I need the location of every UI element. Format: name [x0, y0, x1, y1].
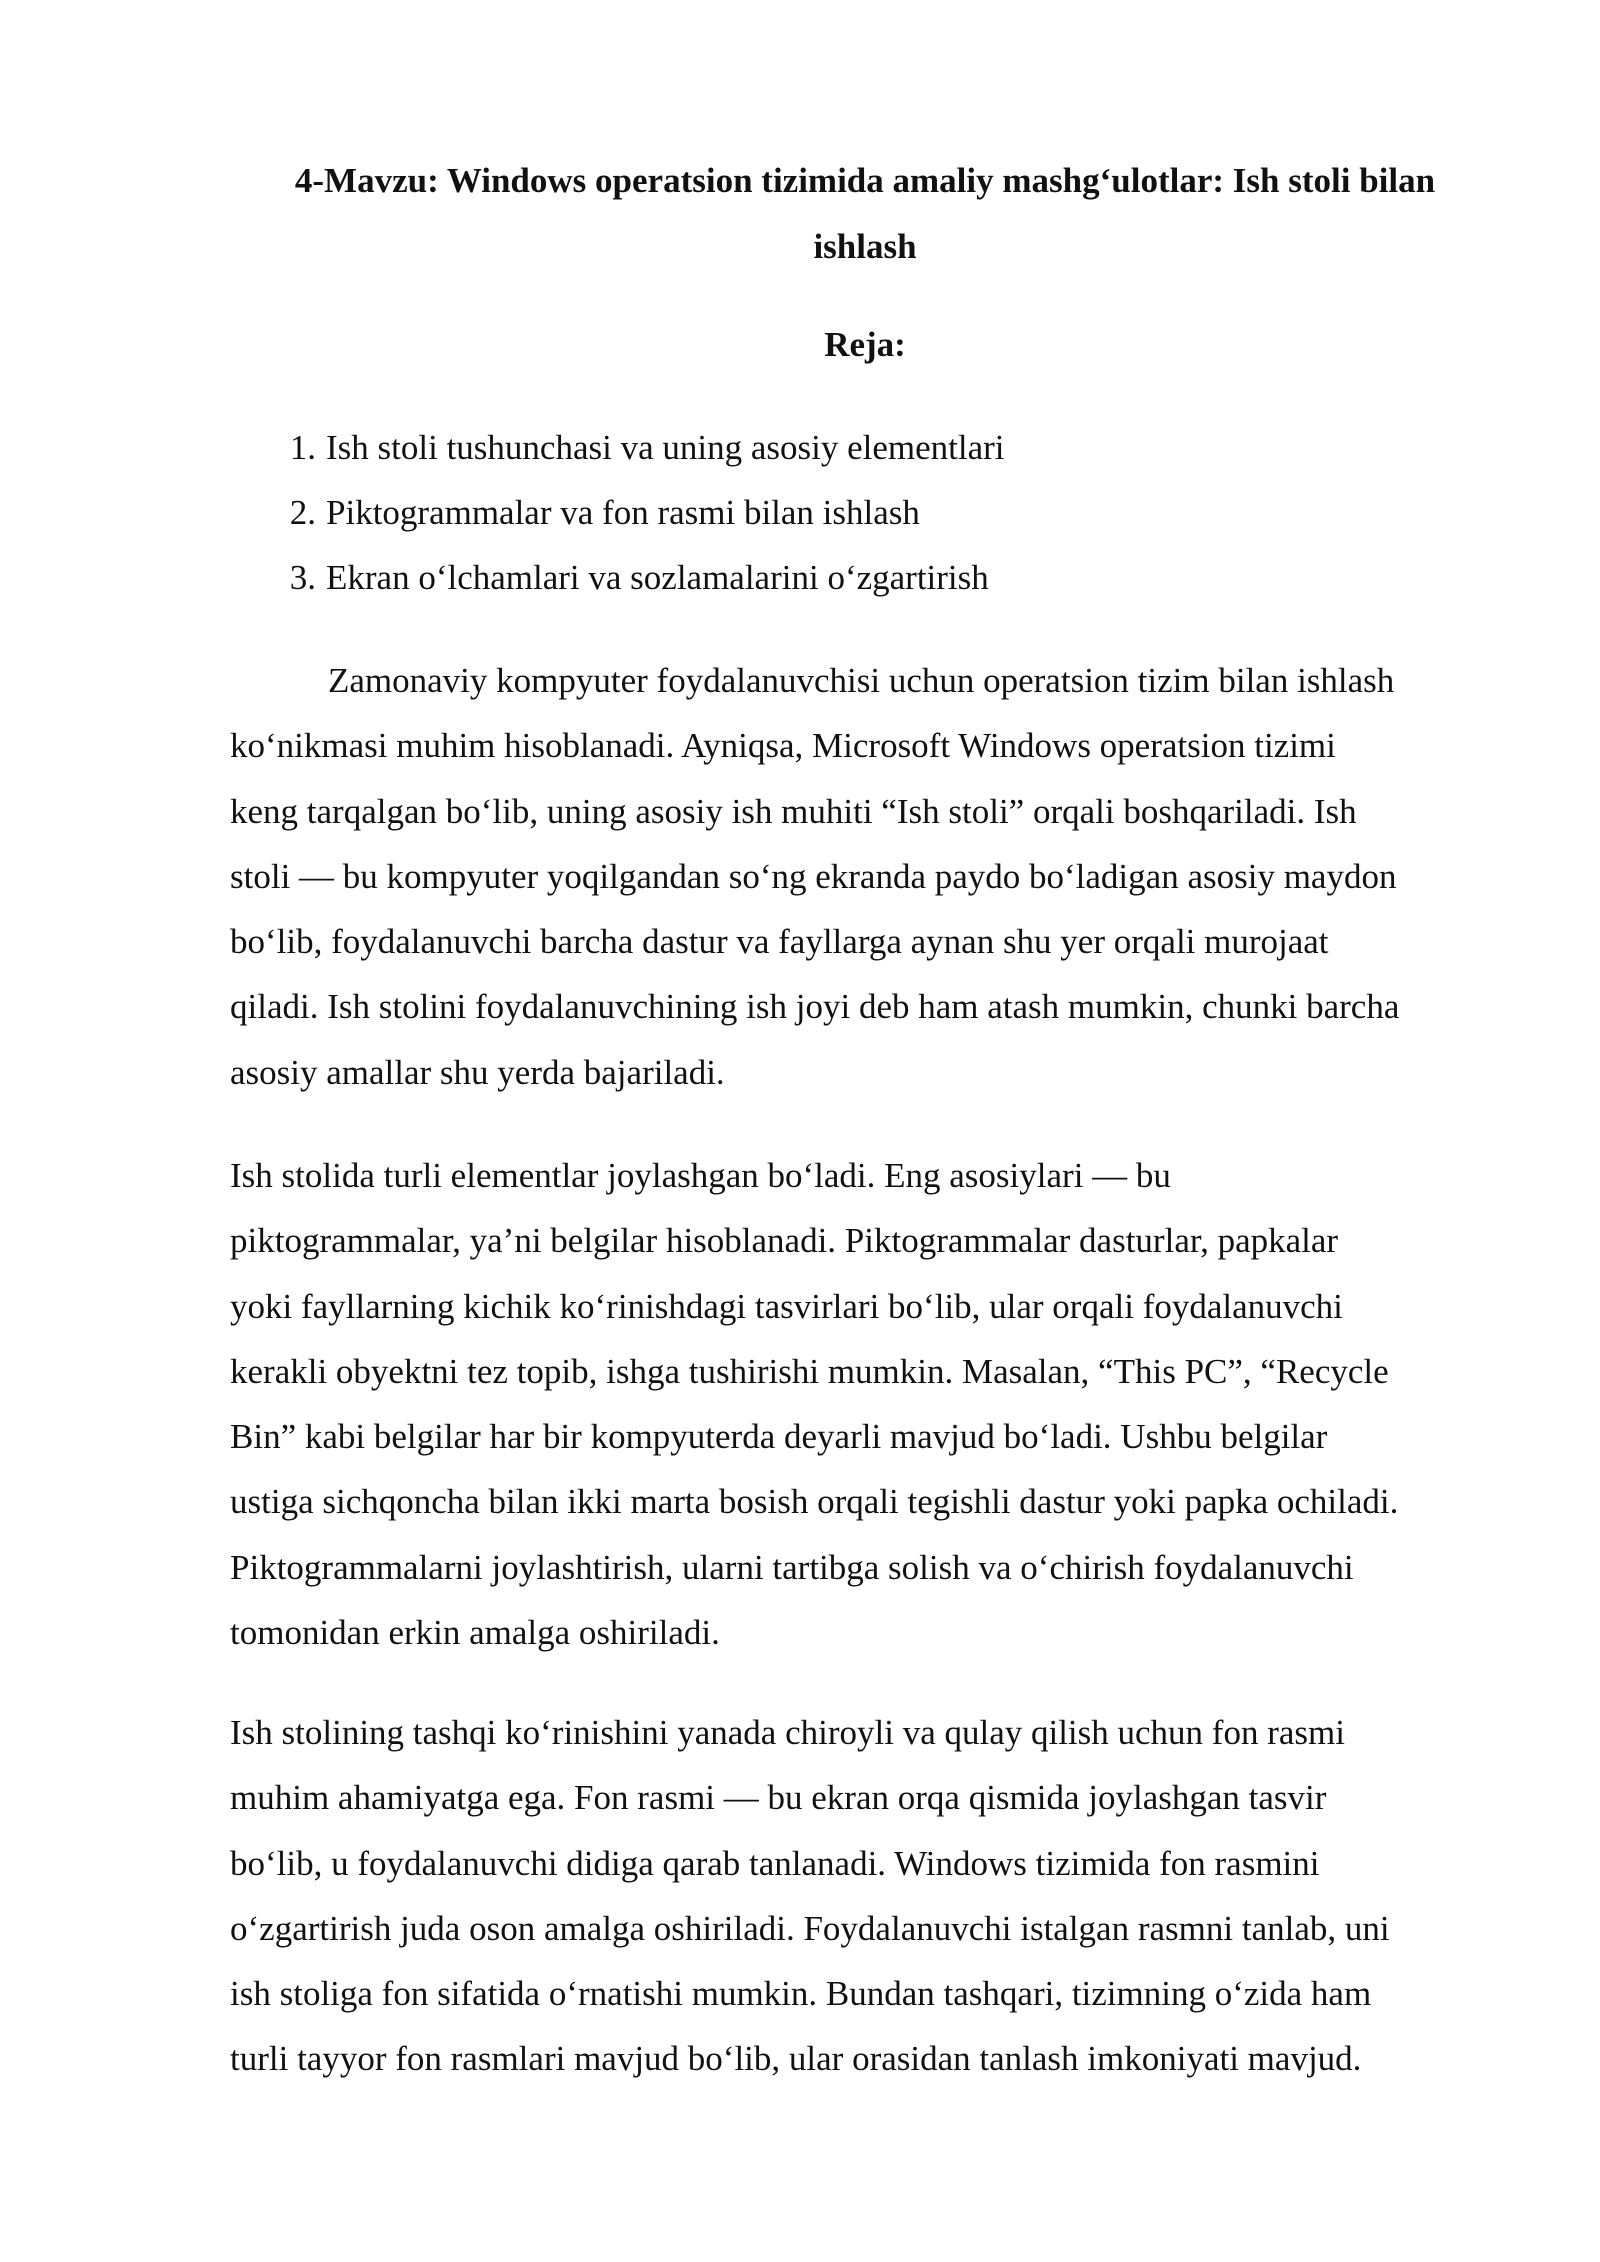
paragraph-line: Ish stolida turli elementlar joylashgan bo‘ladi. Eng asosiylari — bu — [230, 1156, 1171, 1195]
paragraph-2 — [230, 1143, 1500, 1665]
paragraph-line: qiladi. Ish stolini foydalanuvchining ish joyi deb ham atash mumkin, chunki barcha — [230, 987, 1400, 1027]
plan-item-number: 3. — [289, 558, 316, 597]
paragraph-line: bo‘lib, u foydalanuvchi didiga qarab tanlanadi. Windows tizimida fon rasmini — [230, 1843, 1320, 1883]
paragraph-line: bo‘lib, foydalanuvchi barcha dastur va fayllarga aynan shu yer orqali murojaat — [230, 922, 1329, 962]
plan-list — [230, 415, 1500, 610]
paragraph-line: muhim ahamiyatga ega. Fon rasmi — bu ekran orqa qismida joylashgan tasvir — [230, 1778, 1327, 1818]
paragraph-line: stoli — bu kompyuter yoqilgandan so‘ng ekranda paydo bo‘ladigan asosiy maydon — [230, 856, 1397, 896]
paragraph-line: Zamonaviy kompyuter foydalanuvchisi uchun operatsion tizim bilan ishlash — [328, 661, 1395, 700]
paragraph-line: o‘zgartirish juda oson amalga oshiriladi. Foydalanuvchi istalgan rasmni tanlab, uni — [230, 1908, 1390, 1948]
paragraph-line: ish stoliga fon sifatida o‘rnatishi mumkin. Bundan tashqari, tizimning o‘zida ham — [230, 1974, 1372, 2014]
paragraph-1 — [230, 648, 1500, 1105]
title-line-1: 4-Mavzu: Windows operatsion tizimida amaliy mashg‘ulotlar: Ish stoli bilan — [294, 161, 1436, 200]
paragraph-line: asosiy amallar shu yerda bajariladi. — [230, 1052, 725, 1092]
paragraph-line: ustiga sichqoncha bilan ikki marta bosish orqali tegishli dastur yoki papka ochiladi. — [230, 1482, 1399, 1522]
plan-item — [230, 415, 1500, 480]
title-line-2: ishlash — [813, 227, 917, 266]
plan-item — [230, 545, 1500, 610]
plan-item-number: 1. — [289, 428, 316, 467]
paragraph-line: Piktogrammalarni joylashtirish, ularni tartibga solish va o‘chirish foydalanuvchi — [230, 1547, 1354, 1587]
document-title — [230, 148, 1500, 280]
paragraph-3 — [230, 1700, 1500, 2092]
plan-heading: Reja: — [824, 325, 906, 364]
plan-item-text: Piktogrammalar va fon rasmi bilan ishlash — [326, 493, 920, 532]
plan-item-text: Ish stoli tushunchasi va uning asosiy elementlari — [326, 428, 1005, 467]
paragraph-line: keng tarqalgan bo‘lib, uning asosiy ish muhiti “Ish stoli” orqali boshqariladi. Ish — [230, 791, 1357, 831]
plan-item-text: Ekran o‘lchamlari va sozlamalarini o‘zgartirish — [326, 558, 989, 597]
paragraph-line: kerakli obyektni tez topib, ishga tushirishi mumkin. Masalan, “This PC”, “Recycle — [230, 1351, 1389, 1391]
paragraph-line: ko‘nikmasi muhim hisoblanadi. Ayniqsa, Microsoft Windows operatsion tizimi — [230, 726, 1336, 766]
paragraph-line: Ish stolining tashqi ko‘rinishini yanada chiroyli va qulay qilish uchun fon rasmi — [230, 1713, 1345, 1752]
paragraph-line: turli tayyor fon rasmlari mavjud bo‘lib, ular orasidan tanlash imkoniyati mavjud. — [230, 2039, 1362, 2079]
paragraph-line: piktogrammalar, ya’ni belgilar hisoblanadi. Piktogrammalar dasturlar, papkalar — [230, 1221, 1339, 1261]
paragraph-line: yoki fayllarning kichik ko‘rinishdagi tasvirlari bo‘lib, ular orqali foydalanuvchi — [230, 1286, 1343, 1326]
plan-item — [230, 480, 1500, 545]
paragraph-line: tomonidan erkin amalga oshiriladi. — [230, 1613, 720, 1653]
paragraph-line: Bin” kabi belgilar har bir kompyuterda deyarli mavjud bo‘ladi. Ushbu belgilar — [230, 1417, 1328, 1457]
plan-item-number: 2. — [289, 493, 316, 532]
